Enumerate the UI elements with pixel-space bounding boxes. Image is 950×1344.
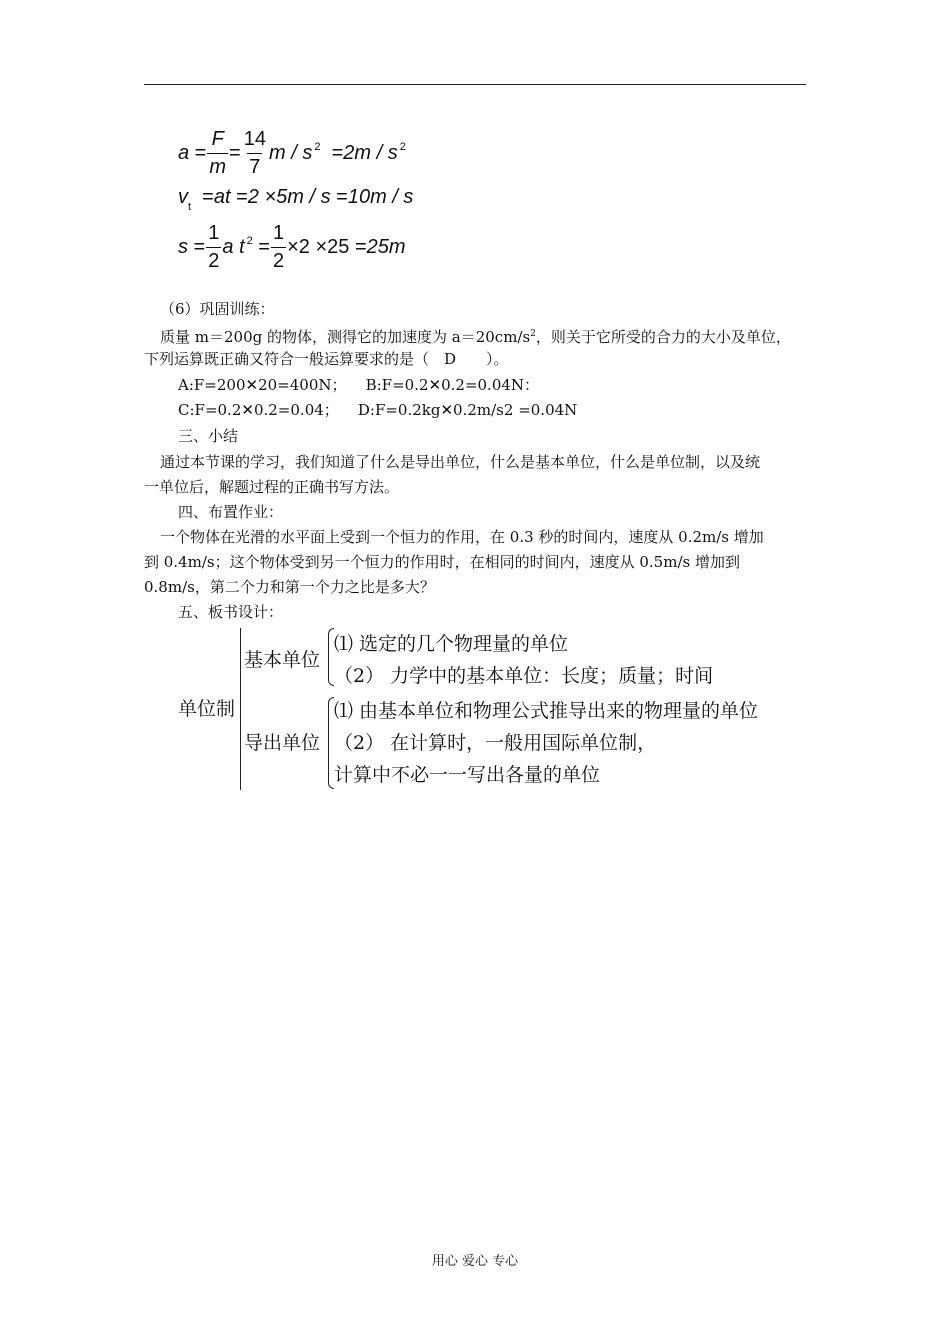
page-footer: 用心 爱心 专心 [431, 1254, 519, 1269]
options-cd: C:F=0.2✕0.2=0.04； D:F=0.2kg✕0.2m/s2 =0.04N [178, 401, 578, 419]
board-base-label: 基本单位 [244, 649, 321, 671]
equation-velocity: $v_t =at =2 \times 5m / s =10m / s$ [178, 186, 414, 213]
board-heading: 五、板书设计： [178, 603, 284, 621]
fraction-one-half: $\frac{1}{2}$ [208, 222, 220, 272]
header-rule [144, 84, 806, 85]
times-icon: ✕ [241, 401, 254, 419]
board-base-item-2: （2） 力学中的基本单位：长度；质量；时间 [334, 665, 714, 687]
board-derived-item-1: ⑴ 由基本单位和物理公式推导出来的物理量的单位 [334, 700, 759, 722]
homework-line-2: 到 0.4m/s；这个物体受到另一个恒力的作用时，在相同的时间内，速度从 0.5m/s 增加到 [144, 553, 740, 571]
times-icon: ✕ [428, 376, 442, 394]
homework-line-3: 0.8m/s，第二个力和第一个力之比是多大？ [144, 578, 435, 596]
homework-line-1: 一个物体在光滑的水平面上受到一个恒力的作用，在 0.3 秒的时间内，速度从 0.2m/s 增加 [160, 528, 764, 546]
board-base-item-1: ⑴ 选定的几个物理量的单位 [334, 633, 569, 655]
times-icon: ✕ [245, 376, 259, 394]
question-line-1: 质量 m＝200g 的物体，测得它的加速度为 $a=20cm/s^2$，则关于它所受的合力的大小及单位， [160, 328, 791, 346]
homework-heading: 四、布置作业： [178, 503, 284, 521]
question-line-2: 下列运算既正确又符合一般运算要求的是（ D ）。 [144, 350, 509, 368]
fraction-one-half-2: $\frac{1}{2}$ [273, 222, 285, 272]
board-root-bracket [240, 628, 241, 790]
equation-displacement: s = $\frac{1}{2}$ a t $^2$ = $\frac{1}{2}$ ×2 ×25 =25m [178, 222, 406, 272]
section6-heading: （6）巩固训练： [160, 300, 275, 318]
summary-heading: 三、小结 [178, 427, 239, 445]
fraction-14-over-7: $\frac{14}{7}$ [243, 128, 266, 178]
board-derived-label: 导出单位 [244, 732, 321, 754]
summary-line-2: 一单位后，解题过程的正确书写方法。 [144, 478, 400, 496]
board-derived-item-3: 计算中不必一一写出各量的单位 [334, 764, 601, 786]
options-ab: A:F=200✕20=400N； B:F=0.2✕0.2=0.04N： [178, 376, 540, 394]
fraction-f-over-m: $\frac{F}{m}$ [209, 128, 227, 178]
times-icon: ✕ [440, 401, 454, 419]
board-root-label: 单位制 [178, 698, 236, 720]
summary-line-1: 通过本节课的学习，我们知道了什么是导出单位，什么是基本单位，什么是单位制，以及统 [160, 453, 761, 471]
equation-acceleration: a = $\frac{F}{m}$ = $\frac{14}{7}$ m / s $^2$ =2m / s $^2$ [178, 128, 406, 178]
board-derived-item-2: （2） 在计算时，一般用国际单位制， [334, 732, 657, 754]
